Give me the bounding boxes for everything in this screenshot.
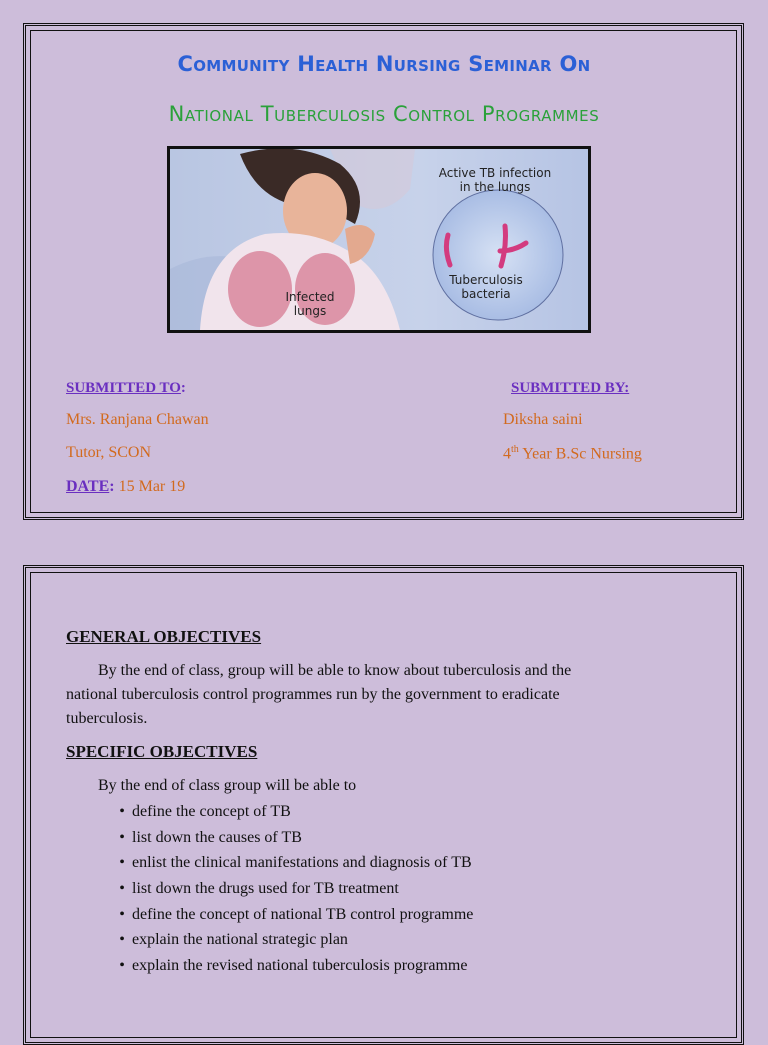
submitted-by-heading: [511, 380, 629, 397]
general-line-2: national tuberculosis control programmes run by the government to eradicate: [66, 686, 560, 703]
teacher-role: Tutor, SCON: [66, 444, 152, 461]
student-year: [503, 444, 642, 463]
tb-illustration-art: [170, 149, 588, 330]
list-item: • explain the national strategic plan: [112, 928, 473, 954]
date-label: DATE: [66, 478, 110, 495]
specific-intro: By the end of class group will be able to: [98, 777, 357, 794]
submitted-to-label: SUBMITTED TO: [66, 380, 181, 396]
list-item: • list down the causes of TB: [112, 826, 473, 852]
label-lungs-2: lungs: [293, 304, 327, 318]
label-bacteria-2: bacteria: [461, 287, 511, 301]
seminar-title: Community Health Nursing Seminar On: [177, 52, 591, 76]
specific-objectives-heading: SPECIFIC OBJECTIVES: [66, 742, 258, 761]
student-name: Diksha saini: [503, 411, 583, 428]
list-item: • enlist the clinical manifestations and diagnosis of TB: [112, 851, 473, 877]
label-active-tb-1: Active TB infection: [438, 166, 552, 180]
topic-title: National Tuberculosis Control Programmes: [168, 102, 600, 126]
list-item: • list down the drugs used for TB treatment: [112, 877, 473, 903]
list-item: • define the concept of TB: [112, 800, 473, 826]
date-colon: :: [109, 478, 115, 495]
specific-objectives-list: [112, 800, 473, 980]
left-lung-shape: [228, 251, 292, 327]
list-item: • define the concept of national TB control programme: [112, 903, 473, 929]
label-active-tb-2: in the lungs: [459, 180, 531, 194]
student-year-num: 4: [503, 445, 511, 463]
teacher-name: Mrs. Ranjana Chawan: [66, 411, 209, 428]
general-line-3: tuberculosis.: [66, 710, 148, 727]
student-year-rest: Year B.Sc Nursing: [518, 445, 642, 463]
submitted-to-colon: :: [180, 380, 186, 396]
date-row: [66, 478, 185, 496]
general-line-1: By the end of class, group will be able to know about tuberculosis and the: [98, 662, 572, 679]
date-value: 15 Mar 19: [118, 478, 186, 495]
label-lungs-1: Infected: [285, 290, 335, 304]
tb-illustration: [167, 146, 591, 333]
submitted-to-heading: [66, 380, 186, 397]
student-year-sup: th: [511, 444, 519, 455]
submitted-by-label: SUBMITTED BY:: [511, 380, 630, 396]
general-objectives-heading: GENERAL OBJECTIVES: [66, 627, 262, 646]
list-item: • explain the revised national tuberculosis programme: [112, 954, 473, 980]
label-bacteria-1: Tuberculosis: [449, 273, 523, 287]
